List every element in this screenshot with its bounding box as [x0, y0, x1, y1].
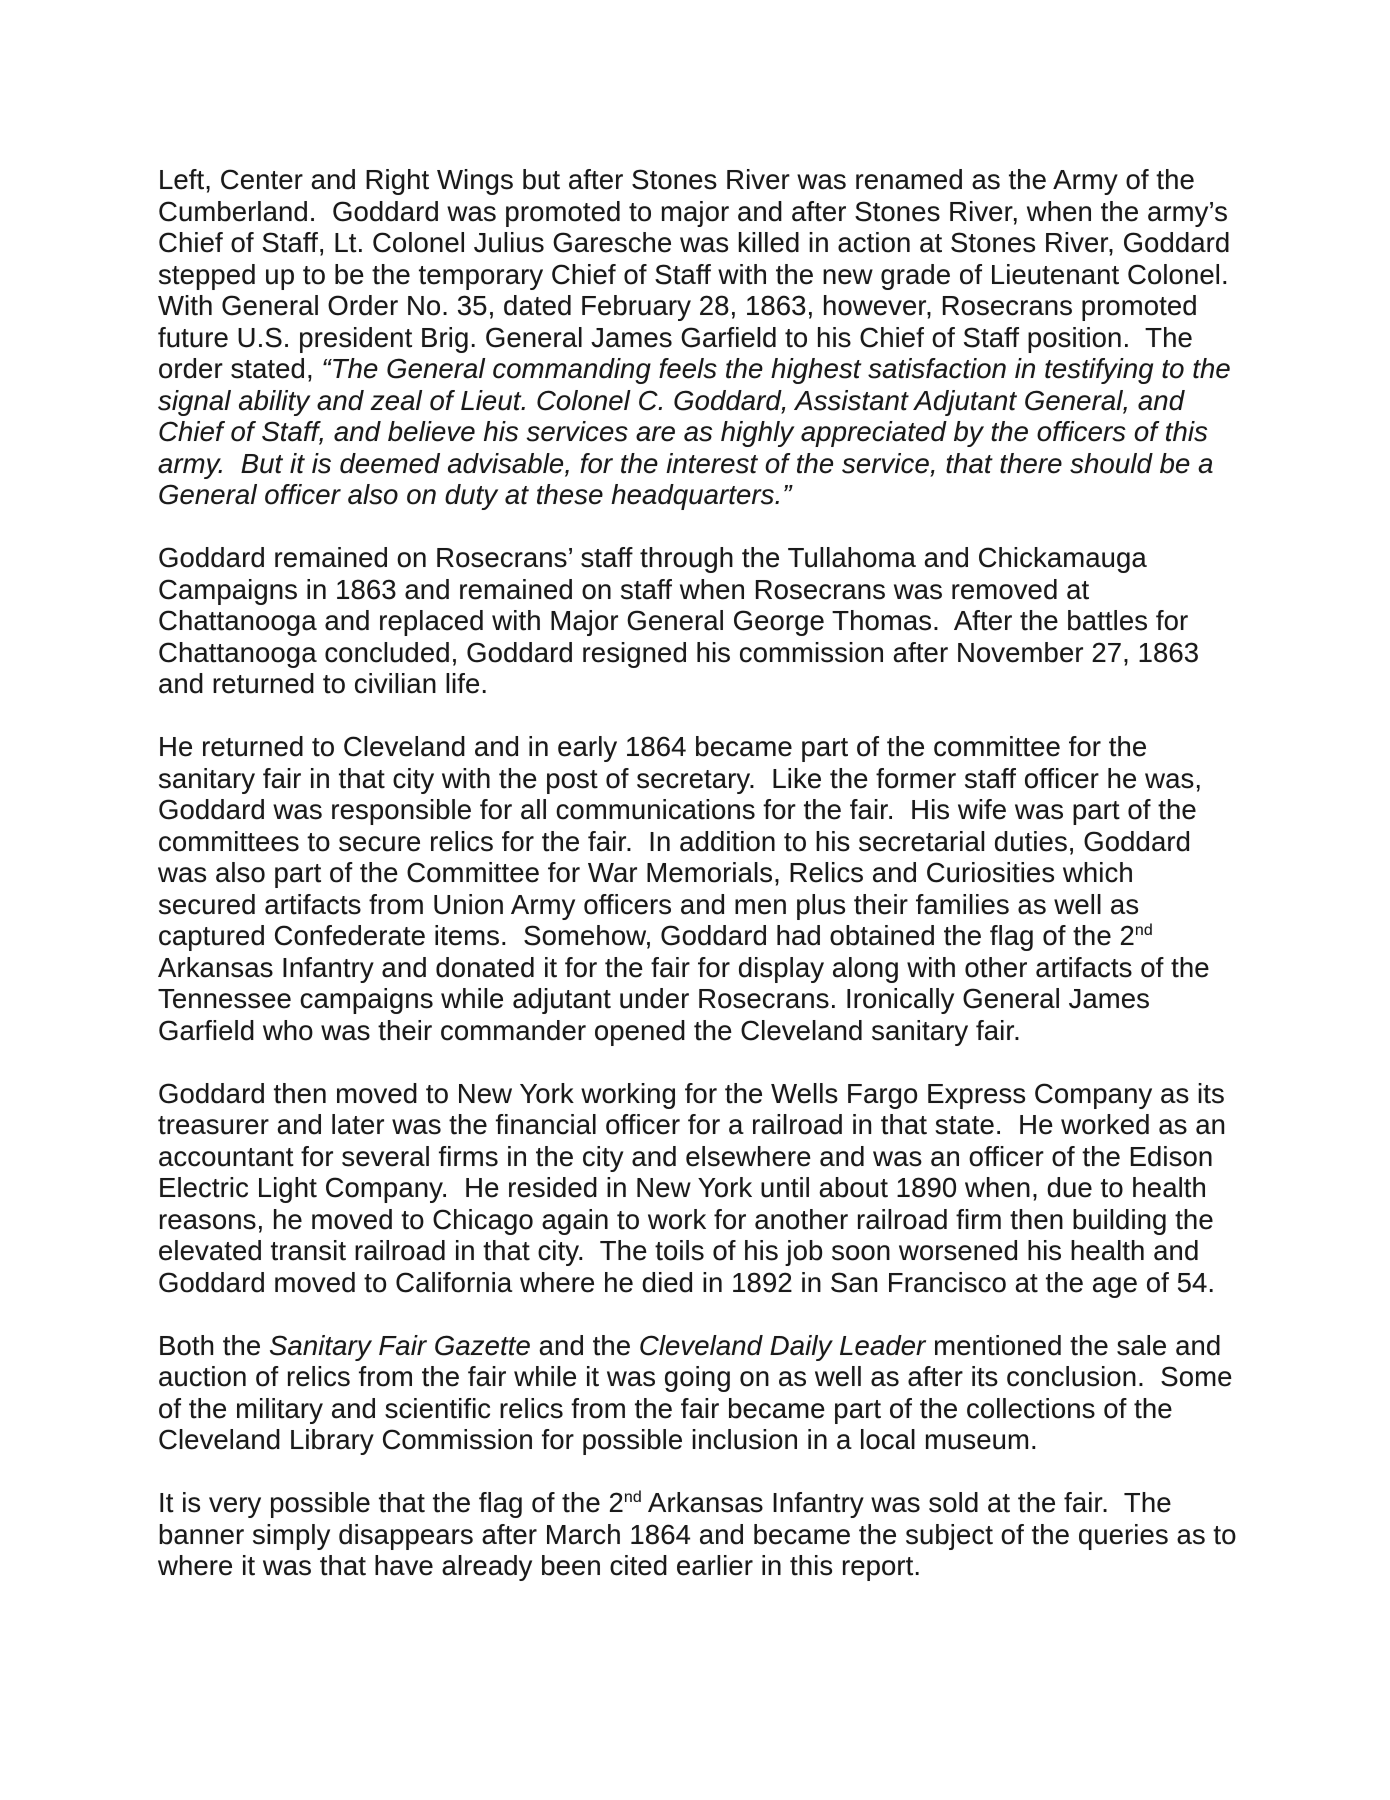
text-run: Goddard then moved to New York working for the Wells Fargo Express Company as its [158, 1077, 1225, 1109]
text-line [158, 385, 1278, 417]
text-line [158, 322, 1278, 354]
text-line [158, 1141, 1278, 1173]
document-body [158, 164, 1278, 1613]
text-run: Chief of Staff, Lt. Colonel Julius Garesche was killed in action at Stones River, Goddard [158, 227, 1231, 258]
text-line [158, 605, 1278, 637]
text-line [158, 857, 1278, 889]
text-line [158, 1204, 1278, 1236]
text-line [158, 668, 1278, 700]
text-line [158, 952, 1278, 984]
text-run: where it was that have already been cited earlier in this report. [158, 1550, 922, 1581]
quoted-order-run: Chief of Staff, and believe his services are as highly appreciated by the officers of this [158, 416, 1208, 447]
text-run: stepped up to be the temporary Chief of Staff with the new grade of Lieutenant Colonel. [158, 258, 1229, 290]
quoted-order-run: army. But it is deemed advisable, for the interest of the service, that there should be a [158, 447, 1214, 479]
text-run: Chattanooga concluded, Goddard resigned his commission after November 27, 1863 [158, 636, 1200, 668]
text-run: Cleveland Library Commission for possible inclusion in a local museum. [158, 1424, 1038, 1455]
text-line [158, 637, 1278, 669]
text-run: Chattanooga and replaced with Major General George Thomas. After the battles for [158, 605, 1189, 636]
text-line [158, 196, 1278, 228]
text-run: Goddard moved to California where he died in 1892 in San Francisco at the age of 54. [158, 1266, 1216, 1298]
text-line [158, 1424, 1278, 1456]
text-run: Arkansas Infantry and donated it for the fair for display along with other artifacts of the [158, 951, 1210, 983]
paragraph-cleveland-sanitary-fair [158, 731, 1278, 1046]
text-line [158, 1267, 1278, 1299]
text-run: and returned to civilian life. [158, 668, 489, 699]
paragraph-army-of-cumberland [158, 164, 1278, 511]
paragraph-gazette-daily-leader [158, 1330, 1278, 1456]
text-run: treasurer and later was the financial officer for a railroad in that state. He worked as an [158, 1109, 1226, 1140]
text-run: mentioned the sale and [925, 1329, 1222, 1361]
text-run: banner simply disappears after March 1864 and became the subject of the queries as to [158, 1518, 1237, 1550]
text-line [158, 416, 1278, 448]
text-run: secured artifacts from Union Army officers and men plus their families as well as [158, 888, 1140, 920]
text-line [158, 826, 1278, 858]
text-run: With General Order No. 35, dated February 28, 1863, however, Rosecrans promoted [158, 290, 1198, 321]
text-run: Arkansas Infantry was sold at the fair. The [641, 1487, 1172, 1518]
text-line [158, 1172, 1278, 1204]
text-run: sanitary fair in that city with the post of secretary. Like the former staff officer he was, [158, 762, 1203, 794]
paragraph-flag-sold-conclusion [158, 1487, 1278, 1582]
text-line [158, 1235, 1278, 1267]
text-line [158, 542, 1278, 574]
text-run: captured Confederate items. Somehow, Goddard had obtained the flag of the 2 [158, 920, 1135, 951]
text-line [158, 1109, 1278, 1141]
publication-title-run: Cleveland Daily Leader [638, 1329, 926, 1361]
quoted-order-run: “The General commanding feels the highest satisfaction in testifying to the [321, 353, 1231, 384]
text-line [158, 259, 1278, 291]
text-run: future U.S. president Brig. General James Garfield to his Chief of Staff position. The [158, 321, 1193, 353]
text-line [158, 1015, 1278, 1047]
text-run: Goddard remained on Rosecrans’ staff through the Tullahoma and Chickamauga [158, 542, 1147, 573]
text-line [158, 290, 1278, 322]
text-line [158, 763, 1278, 795]
text-line [158, 1361, 1278, 1393]
paragraph-tullahoma-chickamauga [158, 542, 1278, 700]
text-line [158, 889, 1278, 921]
text-run: Left, Center and Right Wings but after Stones River was renamed as the Army of the [158, 164, 1195, 195]
ordinal-superscript: nd [1134, 921, 1153, 939]
text-line [158, 1487, 1278, 1519]
text-run: Both the [158, 1329, 269, 1361]
text-run: of the military and scientific relics from the fair became part of the collections of the [158, 1392, 1173, 1424]
text-line [158, 1078, 1278, 1110]
text-run: auction of relics from the fair while it was going on as well as after its conclusion. Some [158, 1361, 1233, 1392]
text-run: Campaigns in 1863 and remained on staff when Rosecrans was removed at [158, 573, 1090, 605]
text-run: committees to secure relics for the fair. In addition to his secretarial duties, Goddard [158, 825, 1191, 857]
text-run: was also part of the Committee for War Memorials, Relics and Curiosities which [158, 857, 1134, 888]
text-line [158, 920, 1278, 952]
text-line [158, 1519, 1278, 1551]
text-run: It is very possible that the flag of the 2 [158, 1487, 624, 1518]
paragraph-new-york-years [158, 1078, 1278, 1299]
ordinal-superscript: nd [623, 1488, 642, 1506]
quoted-order-run: signal ability and zeal of Lieut. Colonel C. Goddard, Assistant Adjutant General, and [158, 384, 1185, 416]
text-run: elevated transit railroad in that city. The toils of his job soon worsened his health and [158, 1235, 1200, 1266]
text-run: order stated, [158, 353, 322, 384]
text-run: Tennessee campaigns while adjutant under Rosecrans. Ironically General James [158, 983, 1151, 1014]
text-run: Electric Light Company. He resided in New York until about 1890 when, due to health [158, 1172, 1207, 1203]
text-line [158, 448, 1278, 480]
text-line [158, 353, 1278, 385]
text-line [158, 574, 1278, 606]
text-run: He returned to Cleveland and in early 1864 became part of the committee for the [158, 731, 1148, 762]
text-line [158, 227, 1278, 259]
text-run: reasons, he moved to Chicago again to work for another railroad firm then building the [158, 1203, 1214, 1235]
text-line [158, 1330, 1278, 1362]
text-run: Goddard was responsible for all communications for the fair. His wife was part of the [158, 794, 1197, 825]
text-line [158, 731, 1278, 763]
text-run: Cumberland. Goddard was promoted to major and after Stones River, when the army’s [158, 195, 1229, 227]
publication-title-run: Sanitary Fair Gazette [268, 1329, 531, 1361]
text-line [158, 1550, 1278, 1582]
quoted-order-run: General officer also on duty at these headquarters.” [158, 479, 792, 510]
text-run: and the [530, 1329, 639, 1361]
text-run: accountant for several firms in the city and elsewhere and was an officer of the Edison [158, 1140, 1214, 1172]
text-line [158, 1393, 1278, 1425]
text-line [158, 164, 1278, 196]
text-run: Garfield who was their commander opened the Cleveland sanitary fair. [158, 1014, 1021, 1046]
text-line [158, 794, 1278, 826]
text-line [158, 983, 1278, 1015]
text-line [158, 479, 1278, 511]
